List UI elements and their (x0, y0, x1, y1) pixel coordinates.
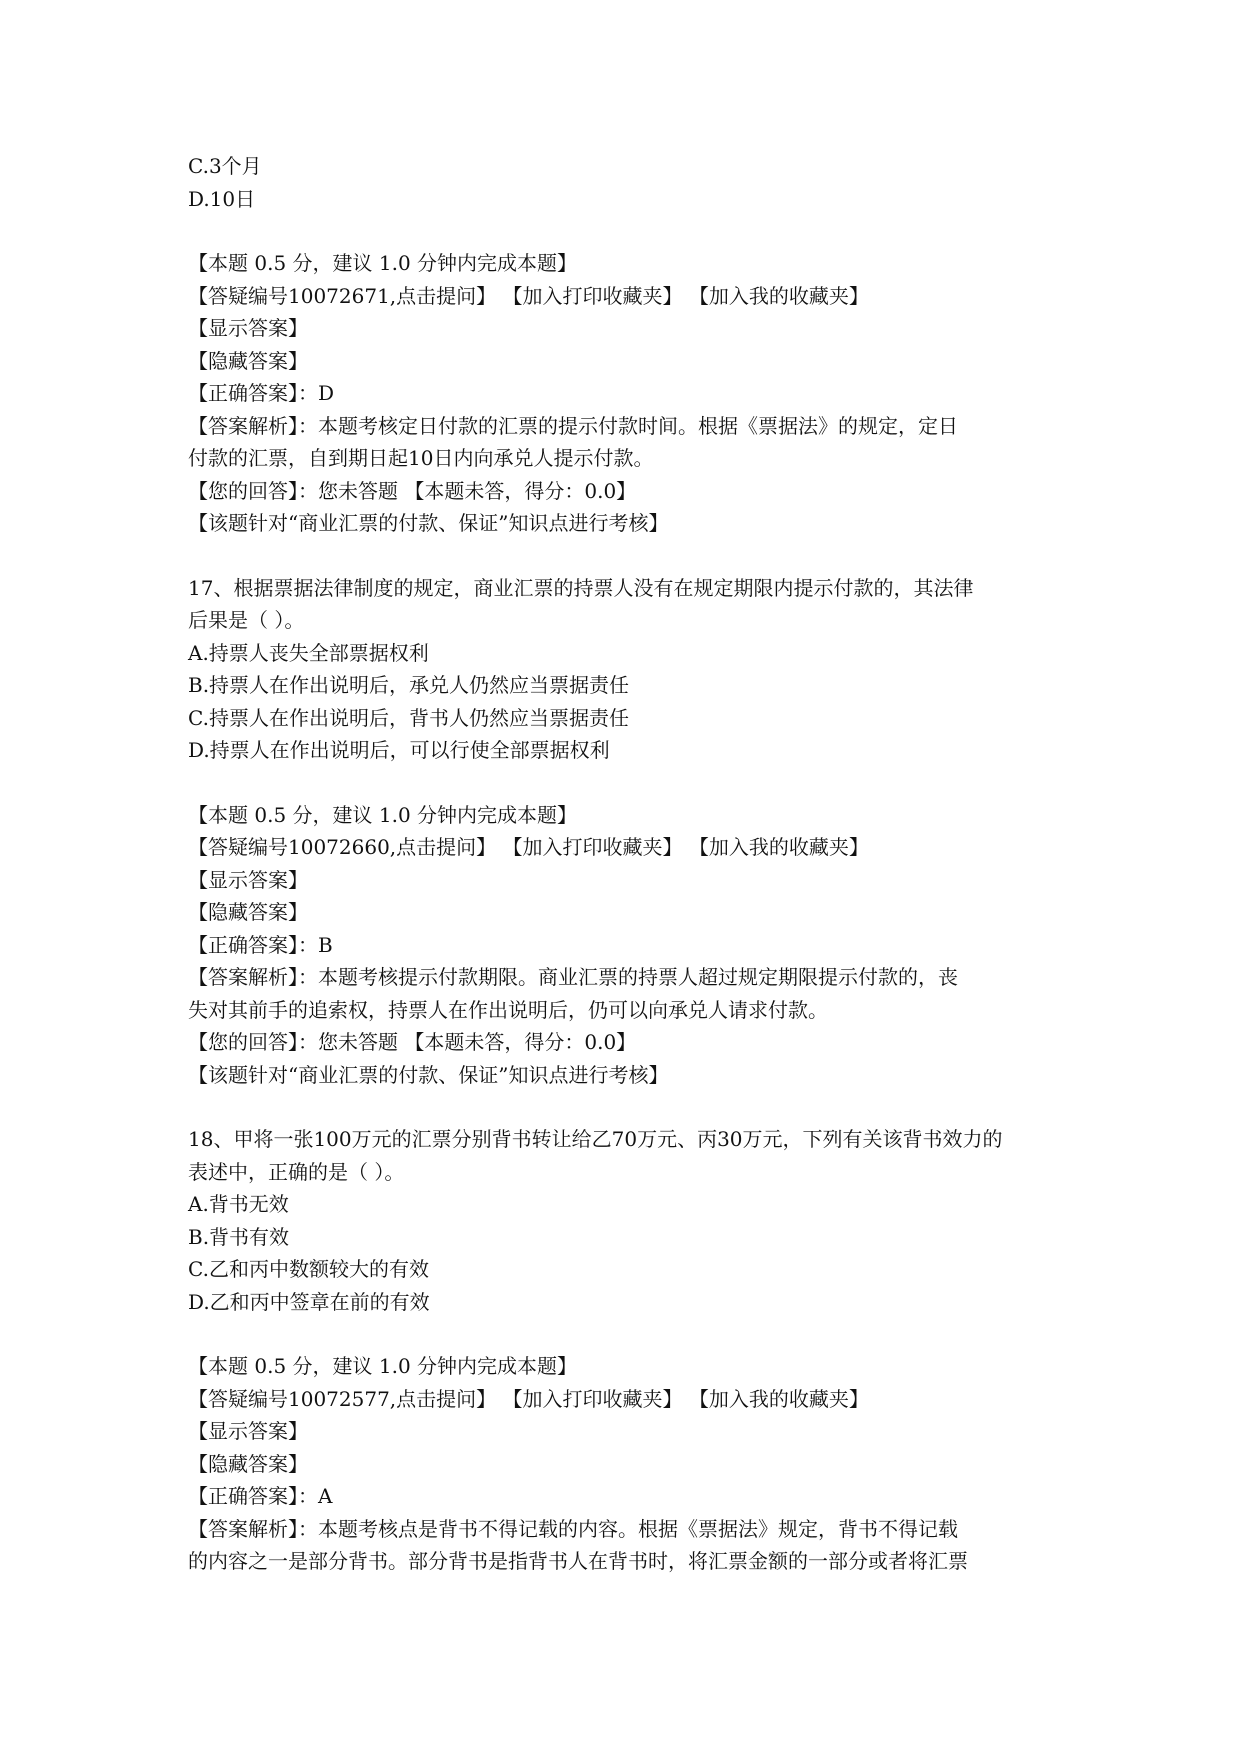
score-hint: 【本题 0.5 分，建议 1.0 分钟内完成本题】 (188, 251, 578, 275)
correct-answer: 【正确答案】：D (188, 381, 335, 405)
hide-answer-link[interactable]: 【隐藏答案】 (188, 900, 308, 924)
option-d: D.持票人在作出说明后，可以行使全部票据权利 (188, 738, 610, 762)
add-print-favorites-link[interactable]: 【加入打印收藏夹】 (502, 1386, 683, 1411)
add-my-favorites-link[interactable]: 【加入我的收藏夹】 (688, 1386, 869, 1411)
option-a: A.背书无效 (188, 1192, 289, 1216)
add-my-favorites-link[interactable]: 【加入我的收藏夹】 (688, 283, 869, 308)
option-d: D.10日 (188, 186, 256, 211)
hide-answer-link[interactable]: 【隐藏答案】 (188, 1451, 308, 1476)
question-text: 18、甲将一张100万元的汇票分别背书转让给乙70万元、丙30万元，下列有关该背书效力的 (188, 1127, 1003, 1151)
your-answer: 【您的回答】：您未答题 【本题未答，得分：0.0】 (188, 478, 637, 503)
correct-answer: 【正确答案】：B (188, 932, 333, 957)
option-c: C.乙和丙中数额较大的有效 (188, 1257, 429, 1281)
spacer (188, 767, 1068, 799)
option-b: B.持票人在作出说明后，承兑人仍然应当票据责任 (188, 673, 630, 697)
show-answer-link[interactable]: 【显示答案】 (188, 1419, 308, 1443)
ask-question-link[interactable]: 【答疑编号10072671,点击提问】 (188, 283, 497, 308)
show-answer-link[interactable]: 【显示答案】 (188, 867, 308, 892)
analysis-line: 【答案解析】：本题考核点是背书不得记载的内容。根据《票据法》规定，背书不得记载 (188, 1516, 958, 1541)
analysis-line: 失对其前手的追索权，持票人在作出说明后，仍可以向承兑人请求付款。 (188, 997, 828, 1022)
analysis-line: 【答案解析】：本题考核定日付款的汇票的提示付款时间。根据《票据法》的规定，定日 (188, 413, 958, 438)
spacer (188, 1318, 1068, 1350)
document-page (188, 150, 1068, 1578)
ask-question-link[interactable]: 【答疑编号10072660,点击提问】 (188, 835, 497, 859)
question-text: 后果是（ ）。 (188, 608, 305, 632)
spacer (188, 1091, 1068, 1123)
correct-answer: 【正确答案】：A (188, 1484, 333, 1508)
option-c: C.持票人在作出说明后，背书人仍然应当票据责任 (188, 705, 629, 730)
knowledge-point: 【该题针对“商业汇票的付款、保证”知识点进行考核】 (188, 1062, 669, 1087)
option-b: B.背书有效 (188, 1224, 290, 1249)
option-a: A.持票人丧失全部票据权利 (188, 640, 429, 665)
hide-answer-link[interactable]: 【隐藏答案】 (188, 348, 308, 373)
analysis-line: 付款的汇票，自到期日起10日内向承兑人提示付款。 (188, 446, 654, 470)
question-block-18 (188, 1123, 1068, 1578)
add-print-favorites-link[interactable]: 【加入打印收藏夹】 (502, 283, 683, 308)
spacer (188, 540, 1068, 572)
option-c: C.3个月 (188, 154, 262, 178)
question-text: 表述中，正确的是（ ）。 (188, 1159, 405, 1184)
question-block-17 (188, 572, 1068, 1092)
your-answer: 【您的回答】：您未答题 【本题未答，得分：0.0】 (188, 1030, 637, 1054)
spacer (188, 215, 1068, 247)
qa-row (188, 831, 1068, 864)
add-my-favorites-link[interactable]: 【加入我的收藏夹】 (688, 835, 869, 859)
analysis-line: 【答案解析】：本题考核提示付款期限。商业汇票的持票人超过规定期限提示付款的，丧 (188, 965, 958, 989)
analysis-line: 的内容之一是部分背书。部分背书是指背书人在背书时，将汇票金额的一部分或者将汇票 (188, 1549, 968, 1573)
question-text: 17、根据票据法律制度的规定，商业汇票的持票人没有在规定期限内提示付款的，其法律 (188, 575, 974, 600)
show-answer-link[interactable]: 【显示答案】 (188, 316, 308, 340)
score-hint: 【本题 0.5 分，建议 1.0 分钟内完成本题】 (188, 802, 578, 827)
score-hint: 【本题 0.5 分，建议 1.0 分钟内完成本题】 (188, 1354, 578, 1378)
knowledge-point: 【该题针对“商业汇票的付款、保证”知识点进行考核】 (188, 511, 669, 535)
qa-row (188, 1383, 1068, 1416)
answer-block-16 (188, 247, 1068, 540)
option-d: D.乙和丙中签章在前的有效 (188, 1289, 430, 1314)
ask-question-link[interactable]: 【答疑编号10072577,点击提问】 (188, 1386, 497, 1411)
add-print-favorites-link[interactable]: 【加入打印收藏夹】 (502, 835, 683, 859)
qa-row (188, 280, 1068, 313)
